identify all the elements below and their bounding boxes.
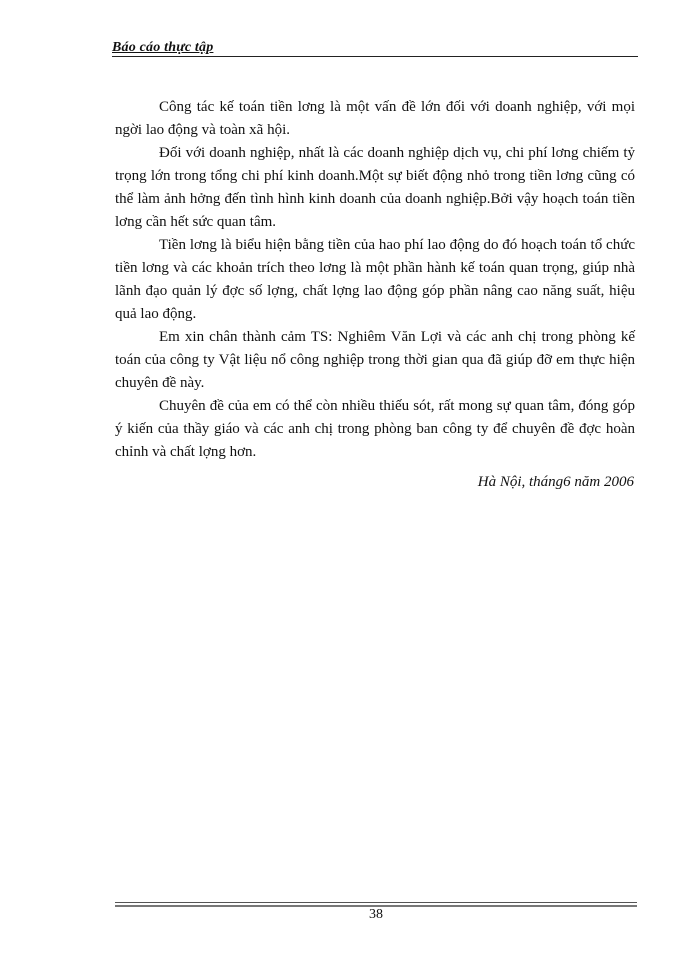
page-number: 38	[369, 907, 383, 922]
paragraph: Tiền lơng là biểu hiện bằng tiền của hao phí lao động do đó hoạch toán tổ chức tiền lơng và các khoản trích theo lơng là một phần hành kế toán quan trọng, giúp nhà lãnh đạo quản lý đợc số lợng, chất lợng lao động góp phần nâng cao năng suất, hiệu quả lao động.	[115, 237, 635, 322]
paragraph: Công tác kế toán tiền lơng là một vấn đề lớn đối với doanh nghiệp, với mọi ngời lao động và toàn xã hội.	[115, 99, 635, 138]
paragraph: Đối với doanh nghiệp, nhất là các doanh nghiệp dịch vụ, chi phí lơng chiếm tỷ trọng lớn trong tổng chi phí kinh doanh.Một sự biết động nhỏ trong tiền lơng cũng có thể làm ảnh hởng đến tình hình kinh doanh của doanh nghiệp.Bởi vậy hoạch toán tiền lơng cần hết sức quan tâm.	[115, 145, 635, 230]
paragraph: Em xin chân thành cảm TS: Nghiêm Văn Lợi và các anh chị trong phòng kế toán của công ty Vật liệu nổ công nghiệp trong thời gian qua đã giúp đỡ em thực hiện chuyên đề này.	[115, 329, 635, 391]
body-text	[115, 96, 635, 464]
header-divider	[112, 56, 638, 57]
page-footer	[115, 897, 637, 927]
signature-date: Hà Nội, tháng6 năm 2006	[477, 474, 634, 490]
header-title: Báo cáo thực tập	[112, 40, 214, 55]
page-header	[112, 38, 638, 58]
footer-divider	[115, 902, 637, 903]
paragraph: Chuyên đề của em có thể còn nhiều thiếu sót, rất mong sự quan tâm, đóng góp ý kiến của thầy giáo và các anh chị trong phòng ban công ty để chuyên đề đợc hoàn chỉnh và chất lợng hơn.	[115, 398, 635, 460]
